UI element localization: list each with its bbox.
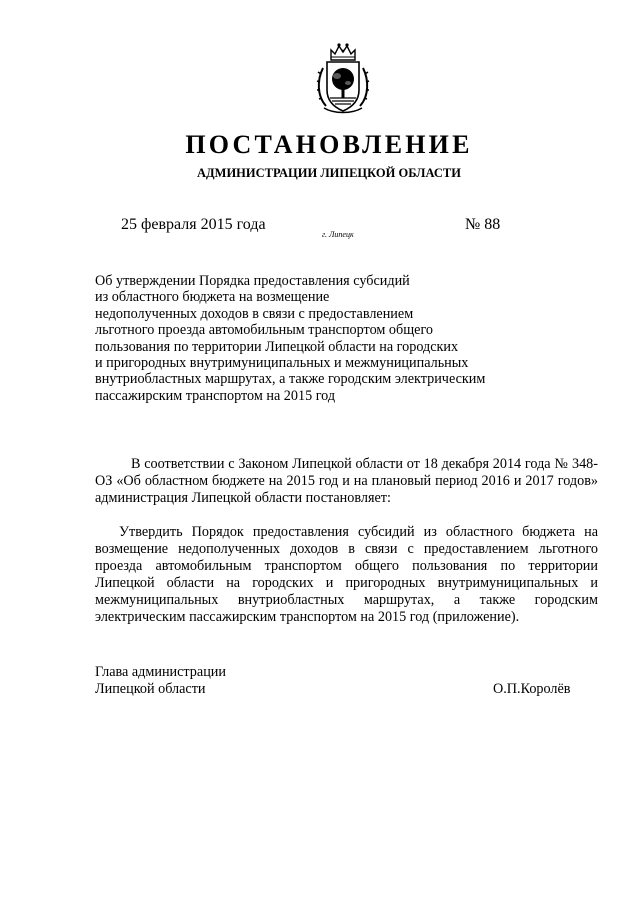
- resolution-paragraph: Утвердить Порядок предоставления субсидий из областного бюджета на возмещение недополученных доходов в связи с предоставлением льготного проезда автомобильным транспортом общего пользования по территории Липецкой области на городских и пригородных внутримуниципальных и межмуниципальных внутриобластных маршрутах, а также городским электрическим пассажирским транспортом на 2015 год (приложение).: [95, 524, 598, 625]
- subject-line: внутриобластных маршрутах, а также городским электрическим: [95, 371, 486, 388]
- document-date: 25 февраля 2015 года: [121, 216, 266, 233]
- document-city: г. Липецк: [322, 230, 354, 239]
- document-number: № 88: [465, 216, 501, 233]
- signatory-organization: Липецкой области: [95, 681, 206, 697]
- subject-line: недополученных доходов в связи с предоставлением: [95, 305, 414, 322]
- preamble-paragraph: В соответствии с Законом Липецкой области от 18 декабря 2014 года № 348-ОЗ «Об областном бюджете на 2015 год и на плановый период 2016 и 2017 годов» администрация Липецкой области постановляет:: [95, 456, 598, 506]
- signatory-position: Глава администрации: [95, 664, 226, 680]
- subject-line: Об утверждении Порядка предоставления субсидий: [95, 273, 410, 289]
- document-subject: [95, 273, 535, 404]
- signatory-name: О.П.Королёв: [493, 681, 571, 697]
- document-title: ПОСТАНОВЛЕНИЕ: [185, 130, 473, 159]
- coat-of-arms-icon: [314, 40, 372, 116]
- subject-line: пассажирским транспортом на 2015 год: [95, 387, 336, 404]
- subject-line: пользования по территории Липецкой области на городских: [95, 338, 459, 355]
- document-issuer: АДМИНИСТРАЦИИ ЛИПЕЦКОЙ ОБЛАСТИ: [197, 166, 461, 180]
- subject-line: из областного бюджета на возмещение: [95, 289, 330, 306]
- subject-line: и пригородных внутримуниципальных и межмуниципальных: [95, 355, 469, 372]
- subject-line: льготного проезда автомобильным транспортом общего: [95, 322, 434, 339]
